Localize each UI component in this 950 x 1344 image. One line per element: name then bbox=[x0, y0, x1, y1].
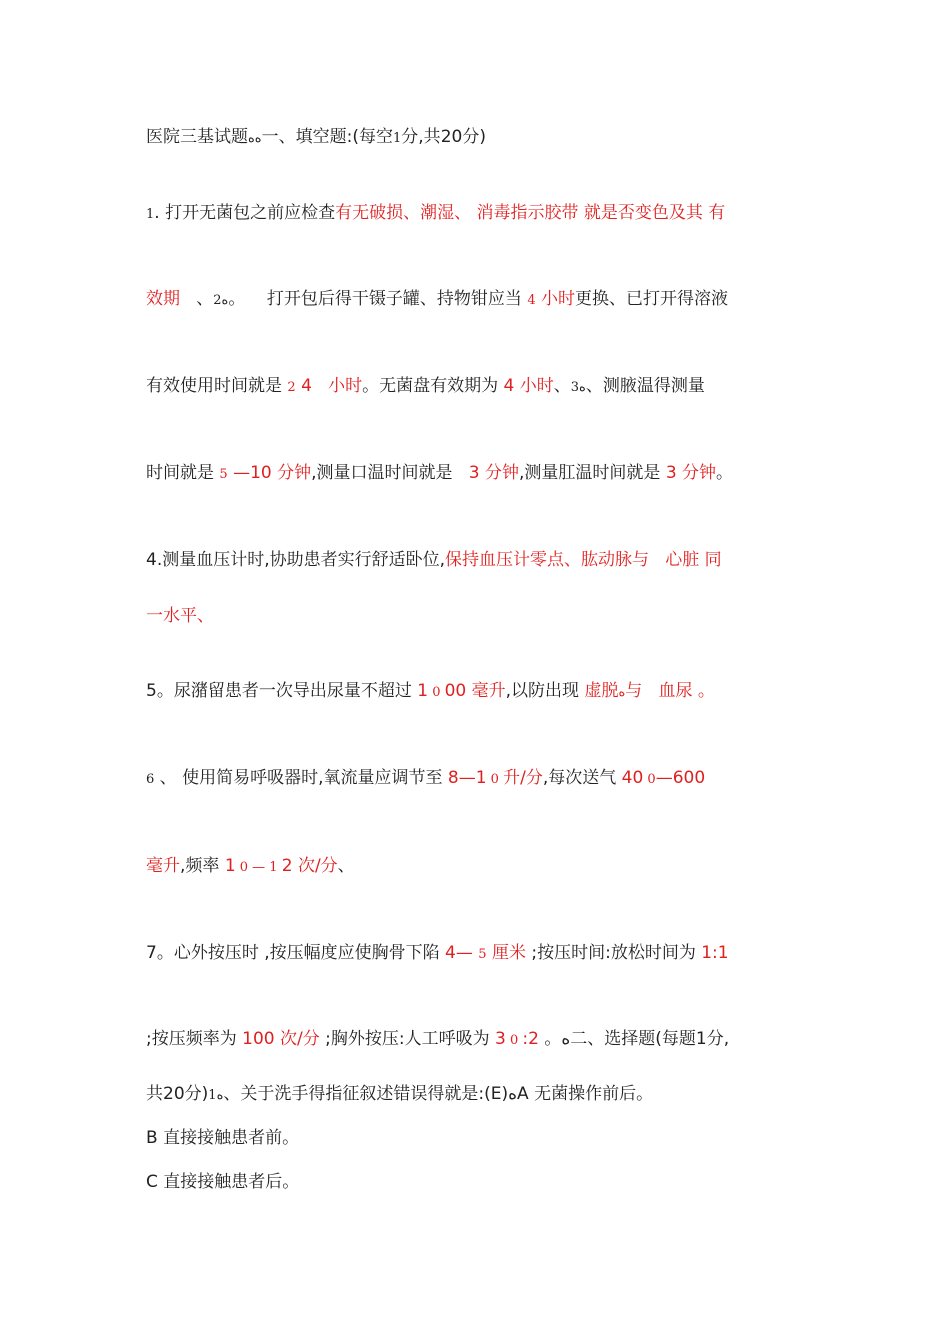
answer-text: 4 bbox=[503, 376, 515, 396]
answer-text: 5 bbox=[478, 947, 487, 962]
question-text: ,以防出现 bbox=[505, 681, 585, 701]
question-text: 。 打开包后得干镊子罐、持物钳应当 bbox=[228, 289, 528, 309]
answer-text: 3 分钟 bbox=[665, 463, 717, 483]
answer-text: 3 bbox=[495, 1029, 506, 1049]
answer-text: 0 bbox=[428, 685, 445, 700]
question-text: 1ﻩ bbox=[208, 1088, 224, 1103]
answer-text: ﻩ bbox=[618, 685, 626, 700]
answer-text: 小时 bbox=[535, 289, 576, 309]
answer-text: 0 bbox=[643, 772, 656, 787]
doc-line bbox=[146, 375, 705, 399]
question-text: 、关于洗手得指征叙述错误得就是:(E)ﻩA 无菌操作前后。 bbox=[223, 1084, 654, 1104]
question-text: . 打开无菌包之前应检查 bbox=[154, 203, 336, 223]
question-text: ,测量肛温时间就是 bbox=[519, 463, 666, 483]
answer-text: 100 次/分 bbox=[242, 1029, 320, 1049]
answer-text: 一水平、 bbox=[146, 606, 214, 626]
question-text: 。 bbox=[716, 463, 734, 483]
question-text: 1 bbox=[695, 1029, 707, 1049]
doc-line bbox=[146, 549, 722, 571]
doc-line bbox=[146, 767, 705, 791]
answer-text: 保持血压计零点、肱动脉与 心脏 同 bbox=[445, 550, 722, 570]
answer-text: 小时 bbox=[514, 376, 554, 396]
question-text: 5 bbox=[146, 681, 157, 701]
question-text: ;按压频率为 bbox=[146, 1029, 243, 1049]
question-text: 医院三基试题 bbox=[146, 127, 248, 147]
answer-text: 0 — 1 bbox=[235, 860, 282, 875]
answer-text: 4 bbox=[527, 293, 536, 308]
answer-text: 与 血尿 。 bbox=[625, 681, 715, 701]
question-text: 分, bbox=[706, 1029, 730, 1049]
answer-text: 1 bbox=[417, 681, 429, 701]
question-text: ,测量口温时间就是 bbox=[311, 463, 469, 483]
question-text: ,每次送气 bbox=[542, 768, 622, 788]
answer-text: —600 bbox=[655, 768, 706, 788]
question-text: 、 bbox=[553, 376, 571, 396]
answer-text: 5 bbox=[219, 467, 228, 482]
question-text: B 直接接触患者前。 bbox=[146, 1128, 300, 1148]
answer-text: 0 bbox=[486, 772, 504, 787]
question-text: 分) bbox=[184, 1084, 209, 1104]
doc-line bbox=[146, 942, 729, 966]
answer-text: 2 次/分 bbox=[281, 856, 338, 876]
question-text: 测量血压计时,协助患者实行舒适卧位, bbox=[162, 550, 446, 570]
answer-text: :2 bbox=[522, 1029, 539, 1049]
answer-text: 4 小时 bbox=[295, 376, 363, 396]
answer-text: 1 bbox=[224, 856, 236, 876]
question-text: 时间就是 bbox=[146, 463, 220, 483]
question-text: 。尿潴留患者一次导出尿量不超过 bbox=[156, 681, 418, 701]
doc-line bbox=[146, 126, 486, 150]
question-text: 4. bbox=[146, 550, 163, 570]
answer-text: 1:1 bbox=[701, 943, 729, 963]
question-text: 更换、已打开得溶液 bbox=[575, 289, 729, 309]
answer-text: 2 bbox=[287, 380, 296, 395]
answer-text: 0 bbox=[505, 1033, 523, 1048]
doc-line bbox=[146, 288, 728, 312]
answer-text: 8—1 bbox=[447, 768, 487, 788]
question-text: 共 bbox=[146, 1084, 163, 1104]
doc-line bbox=[146, 202, 725, 226]
question-text: ,频率 bbox=[180, 856, 225, 876]
question-text: 有效使用时间就是 bbox=[146, 376, 288, 396]
answer-text: 效期 bbox=[146, 289, 180, 309]
question-text: ;胸外按压:人工呼吸为 bbox=[319, 1029, 495, 1049]
question-text: C 直接接触患者后。 bbox=[146, 1172, 300, 1192]
answer-text: 厘米 bbox=[486, 943, 526, 963]
question-text: 7 bbox=[146, 943, 157, 963]
question-text: 。ﻩ二、选择题(每题 bbox=[538, 1029, 696, 1049]
doc-line bbox=[146, 1171, 299, 1193]
question-text: 、 bbox=[337, 856, 355, 876]
question-text: 20 bbox=[163, 1084, 185, 1104]
question-text: 1 bbox=[146, 207, 155, 222]
question-text: 3ﻩ bbox=[570, 380, 586, 395]
question-text: 。无菌盘有效期为 bbox=[362, 376, 504, 396]
question-text: ;按压时间:放松时间为 bbox=[525, 943, 702, 963]
question-text: 一、填空题:(每空 bbox=[261, 127, 393, 147]
answer-text: 40 bbox=[621, 768, 644, 788]
doc-line bbox=[146, 855, 355, 879]
answer-text: 毫升 bbox=[146, 856, 180, 876]
answer-text: 4— bbox=[445, 943, 479, 963]
answer-text: 升/分 bbox=[503, 768, 543, 788]
doc-line bbox=[146, 1028, 729, 1052]
question-text: 、测腋温得测量 bbox=[585, 376, 705, 396]
question-text: 2ﻩ bbox=[213, 293, 229, 308]
answer-text: 3 分钟 bbox=[468, 463, 519, 483]
answer-text: 有无破损、潮湿、 消毒指示胶带 就是否变色及其 有 bbox=[335, 203, 726, 223]
question-text: 。心外按压时 ,按压幅度应使胸骨下陷 bbox=[156, 943, 446, 963]
question-text: ﻩﻩ bbox=[248, 131, 262, 146]
question-text: 6 bbox=[146, 772, 155, 787]
doc-line bbox=[146, 1127, 299, 1149]
question-text: 分) bbox=[462, 127, 486, 147]
question-text: 分,共 bbox=[401, 127, 441, 147]
answer-text: —10 分钟 bbox=[227, 463, 312, 483]
question-text: 20 bbox=[440, 127, 463, 147]
doc-line bbox=[146, 605, 214, 627]
question-text: 1 bbox=[393, 131, 402, 146]
question-text: 、 bbox=[180, 289, 214, 309]
doc-line bbox=[146, 462, 733, 486]
doc-line bbox=[146, 1083, 653, 1107]
answer-text: 00 毫升 bbox=[444, 681, 506, 701]
doc-line bbox=[146, 680, 715, 704]
question-text: 、 使用简易呼吸器时,氧流量应调节至 bbox=[154, 768, 448, 788]
answer-text: 虚脱 bbox=[584, 681, 619, 701]
